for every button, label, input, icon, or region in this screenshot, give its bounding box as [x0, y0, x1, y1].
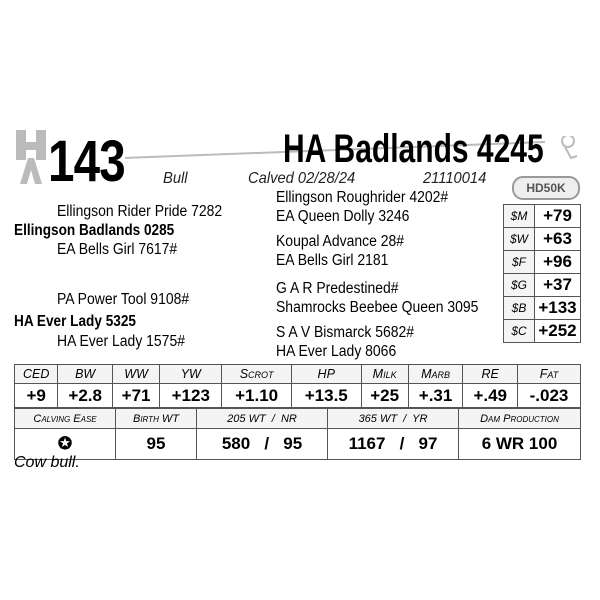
pedigree-ext-5: G A R Predestined# — [276, 280, 399, 297]
production-table — [14, 408, 581, 460]
pedigree-ext-3: Koupal Advance 28# — [276, 233, 404, 250]
production-header-row — [15, 409, 581, 429]
hd50k-badge-text: HD50K — [526, 181, 566, 195]
index-label: $M — [504, 205, 535, 228]
epd-header: Fat — [518, 365, 581, 384]
calving-ease-icon: ✪ — [15, 429, 116, 460]
index-label: $B — [504, 297, 535, 320]
epd-value-row — [15, 384, 581, 408]
index-value: +79 — [535, 205, 581, 228]
pedigree-sire-sire: Ellingson Rider Pride 7282 — [57, 203, 223, 220]
production-value: 580 / 95 — [197, 429, 328, 460]
pedigree-ext-2: EA Queen Dolly 3246 — [276, 208, 410, 225]
epd-table — [14, 364, 581, 408]
epd-header: HP — [291, 365, 361, 384]
index-row — [504, 320, 581, 343]
pedigree-sire: Ellingson Badlands 0285 — [14, 222, 175, 239]
epd-header: YW — [160, 365, 222, 384]
epd-value: +13.5 — [291, 384, 361, 408]
index-value: +63 — [535, 228, 581, 251]
production-header: Calving Ease — [15, 409, 116, 429]
pedigree-ext-1: Ellingson Roughrider 4202# — [276, 189, 449, 206]
pedigree-ext-4: EA Bells Girl 2181 — [276, 252, 389, 269]
pedigree-dam-dam: HA Ever Lady 1575# — [57, 333, 185, 350]
epd-value: -.023 — [518, 384, 581, 408]
index-row — [504, 251, 581, 274]
production-header: 365 WT / YR — [328, 409, 459, 429]
production-value: 6 WR 100 — [459, 429, 581, 460]
index-value: +252 — [535, 320, 581, 343]
production-value: 1167 / 97 — [328, 429, 459, 460]
pedigree-sire-dam: EA Bells Girl 7617# — [57, 241, 178, 258]
epd-header: Milk — [361, 365, 408, 384]
production-header: Birth WT — [116, 409, 197, 429]
epd-header: BW — [58, 365, 113, 384]
animal-name: HA Badlands 4245 — [283, 127, 544, 171]
epd-value: +1.10 — [222, 384, 292, 408]
pedigree-dam-sire: PA Power Tool 9108# — [57, 291, 190, 308]
index-row — [504, 274, 581, 297]
epd-header: CED — [15, 365, 58, 384]
index-row — [504, 228, 581, 251]
production-value: 95 — [116, 429, 197, 460]
index-label: $C — [504, 320, 535, 343]
index-value: +96 — [535, 251, 581, 274]
index-label: $F — [504, 251, 535, 274]
epd-header: WW — [113, 365, 160, 384]
pedigree-dam: HA Ever Lady 5325 — [14, 313, 136, 330]
epd-value: +25 — [361, 384, 408, 408]
epd-header: Marb — [408, 365, 463, 384]
epd-value: +123 — [160, 384, 222, 408]
index-label: $G — [504, 274, 535, 297]
index-label: $W — [504, 228, 535, 251]
epd-value: +9 — [15, 384, 58, 408]
index-row — [504, 205, 581, 228]
epd-header: RE — [463, 365, 518, 384]
production-header: 205 WT / NR — [197, 409, 328, 429]
epd-header-row — [15, 365, 581, 384]
pedigree-ext-6: Shamrocks Beebee Queen 3095 — [276, 299, 479, 316]
epd-value: +71 — [113, 384, 160, 408]
production-value-row — [15, 429, 581, 460]
calved-date: Calved 02/28/24 — [248, 170, 356, 187]
epd-header: Scrot — [222, 365, 292, 384]
pedigree-ext-8: HA Ever Lady 8066 — [276, 343, 397, 360]
hd50k-badge — [512, 176, 580, 200]
epd-value: +.49 — [463, 384, 518, 408]
footnote: Cow bull. — [14, 454, 80, 471]
dollar-index-table — [503, 204, 581, 343]
sex-label: Bull — [163, 170, 188, 187]
lot-number: 143 — [48, 129, 125, 194]
epd-value: +2.8 — [58, 384, 113, 408]
index-row — [504, 297, 581, 320]
index-value: +37 — [535, 274, 581, 297]
index-value: +133 — [535, 297, 581, 320]
production-header: Dam Production — [459, 409, 581, 429]
registration-number: 21110014 — [423, 170, 487, 187]
pedigree-ext-7: S A V Bismarck 5682# — [276, 324, 415, 341]
epd-value: +.31 — [408, 384, 463, 408]
